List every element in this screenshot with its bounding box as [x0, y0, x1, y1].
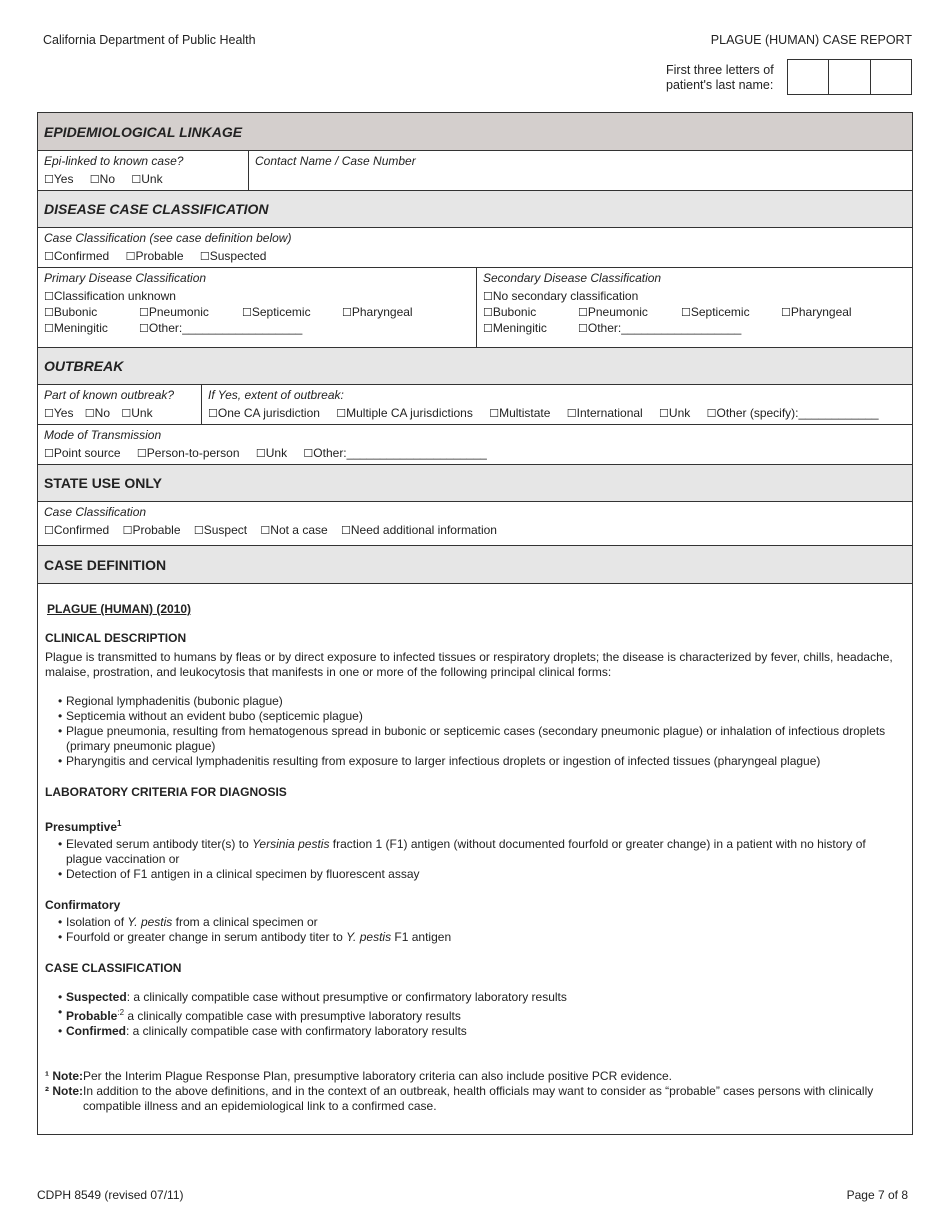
initials-label: First three letters of patient's last name: — [666, 63, 774, 92]
epi-linked-label: Epi-linked to known case? — [44, 154, 184, 168]
outbreak-extent-label: If Yes, extent of outbreak: — [208, 388, 344, 402]
case-definition-section-header: CASE DEFINITION — [38, 546, 912, 584]
secondary-bubonic-checkbox[interactable]: ☐Bubonic — [483, 305, 537, 319]
outbreak-part-label: Part of known outbreak? — [44, 388, 175, 402]
list-item: • Septicemia without an evident bubo (septicemic plague) — [58, 709, 905, 724]
extent-multi-ca-checkbox[interactable]: ☐Multiple CA jurisdictions — [336, 406, 473, 420]
list-item: • Plague pneumonia, resulting from hematogenous spread in bubonic or septicemic cases (secondary pneumonic plague) or inhalation of infectious droplets (primary pneumonic plague) — [58, 724, 905, 754]
primary-bubonic-checkbox[interactable]: ☐Bubonic — [44, 305, 98, 319]
mode-person-checkbox[interactable]: ☐Person-to-person — [136, 446, 240, 460]
primary-pharyngeal-checkbox[interactable]: ☐Pharyngeal — [342, 305, 413, 319]
secondary-meningitic-checkbox[interactable]: ☐Meningitic — [483, 321, 547, 335]
clinical-text: Plague is transmitted to humans by fleas or by direct exposure to infected tissues or respiratory droplets; the disease is characterized by fever, chills, headache, malaise, prostration, and leukocytosis that manifests in one or more of the following principal clinical forms: — [45, 650, 893, 679]
secondary-pneumonic-checkbox[interactable]: ☐Pneumonic — [578, 305, 648, 319]
page-number: Page 7 of 8 — [846, 1188, 908, 1202]
primary-class-label: Primary Disease Classification — [44, 271, 207, 285]
report-title: PLAGUE (HUMAN) CASE REPORT — [710, 33, 912, 47]
epi-yes-checkbox[interactable]: ☐Yes — [44, 172, 74, 186]
list-item: • Detection of F1 antigen in a clinical specimen by fluorescent assay — [58, 867, 905, 882]
suspected-checkbox[interactable]: ☐Suspected — [199, 249, 267, 263]
contact-cell[interactable] — [248, 151, 912, 190]
case-report-form — [37, 112, 913, 1135]
mode-point-source-checkbox[interactable]: ☐Point source — [44, 446, 121, 460]
list-item: • Regional lymphadenitis (bubonic plague) — [58, 694, 905, 709]
list-item: • Fourfold or greater change in serum antibody titer to Y. pestis F1 antigen — [58, 930, 905, 945]
footnote-1: ¹ Note: Per the Interim Plague Response Plan, presumptive laboratory criteria can also include positive PCR evidence. — [45, 1069, 672, 1083]
epi-section-header: EPIDEMIOLOGICAL LINKAGE — [38, 113, 912, 151]
outbreak-row — [38, 385, 912, 425]
initials-boxes — [787, 59, 912, 95]
state-probable-checkbox[interactable]: ☐Probable — [122, 523, 181, 537]
list-item: • Confirmed: a clinically compatible case with confirmatory laboratory results — [58, 1024, 905, 1039]
list-item: • Isolation of Y. pestis from a clinical specimen or — [58, 915, 905, 930]
secondary-class-cell — [476, 268, 912, 347]
agency-name: California Department of Public Health — [43, 33, 256, 47]
presumptive-heading: Presumptive$^1$ — [45, 819, 122, 834]
clinical-heading: CLINICAL DESCRIPTION — [45, 631, 187, 645]
primary-class-cell — [38, 268, 476, 347]
classification-section-header: DISEASE CASE CLASSIFICATION — [38, 191, 912, 228]
list-item: • Pharyngitis and cervical lymphadenitis resulting from exposure to larger infectious droplets or ingestion of infected tissues (pharyngeal plague) — [58, 754, 905, 769]
state-not-a-case-checkbox[interactable]: ☐Not a case — [260, 523, 328, 537]
state-use-section-header: STATE USE ONLY — [38, 465, 912, 502]
outbreak-no-checkbox[interactable]: ☐No — [84, 406, 111, 420]
epi-linked-options — [44, 172, 242, 188]
outbreak-unk-checkbox[interactable]: ☐Unk — [121, 406, 153, 420]
probable-checkbox[interactable]: ☐Probable — [125, 249, 184, 263]
definition-title: PLAGUE (HUMAN) (2010) — [47, 602, 192, 616]
epi-row — [38, 151, 912, 191]
secondary-pharyngeal-checkbox[interactable]: ☐Pharyngeal — [781, 305, 852, 319]
primary-septicemic-checkbox[interactable]: ☐Septicemic — [242, 305, 311, 319]
primary-pneumonic-checkbox[interactable]: ☐Pneumonic — [139, 305, 209, 319]
confirmed-checkbox[interactable]: ☐Confirmed — [44, 249, 110, 263]
epi-unk-checkbox[interactable]: ☐Unk — [131, 172, 163, 186]
state-use-row — [38, 502, 912, 546]
epi-no-checkbox[interactable]: ☐No — [89, 172, 116, 186]
state-suspect-checkbox[interactable]: ☐Suspect — [193, 523, 248, 537]
classification-bullets — [45, 990, 905, 1039]
form-id: CDPH 8549 (revised 07/11) — [37, 1188, 184, 1202]
state-class-label: Case Classification — [44, 505, 147, 519]
case-class-label: Case Classification (see case definition below) — [44, 231, 292, 245]
case-class-row — [38, 228, 912, 268]
primary-unknown-checkbox[interactable]: ☐Classification unknown — [44, 289, 176, 303]
footnotes — [45, 1069, 905, 1114]
mode-unk-checkbox[interactable]: ☐Unk — [255, 446, 288, 460]
outbreak-yes-checkbox[interactable]: ☐Yes — [44, 406, 74, 420]
mode-label: Mode of Transmission — [44, 428, 162, 442]
state-confirmed-checkbox[interactable]: ☐Confirmed — [44, 523, 110, 537]
list-item: • Elevated serum antibody titer(s) to Yersinia pestis fraction 1 (F1) antigen (without documented fourfold or greater change) in a patient with no history of plague vaccination or — [58, 837, 905, 867]
secondary-other-checkbox[interactable]: ☐Other:__________________ — [578, 321, 742, 335]
list-item: • Probable$^{:2}$ a clinically compatible case with presumptive laboratory results — [58, 1005, 905, 1024]
initial-box-3[interactable] — [871, 60, 911, 94]
primary-meningitic-checkbox[interactable]: ☐Meningitic — [44, 321, 108, 335]
secondary-septicemic-checkbox[interactable]: ☐Septicemic — [681, 305, 750, 319]
mode-other-checkbox[interactable]: ☐Other:_____________________ — [303, 446, 487, 460]
secondary-class-label: Secondary Disease Classification — [483, 271, 662, 285]
mode-row — [38, 425, 912, 465]
state-need-info-checkbox[interactable]: ☐Need additional information — [341, 523, 497, 537]
classification-heading: CASE CLASSIFICATION — [45, 961, 182, 975]
contact-label: Contact Name / Case Number — [255, 154, 416, 168]
confirmatory-bullets — [45, 915, 905, 945]
disease-class-row — [38, 268, 912, 348]
case-definition-body — [38, 584, 912, 1134]
extent-international-checkbox[interactable]: ☐International — [566, 406, 643, 420]
initial-box-2[interactable] — [829, 60, 870, 94]
clinical-bullets — [45, 694, 905, 769]
initial-box-1[interactable] — [788, 60, 829, 94]
outbreak-part-cell — [38, 385, 201, 424]
lab-heading: LABORATORY CRITERIA FOR DIAGNOSIS — [45, 785, 287, 799]
outbreak-extent-cell — [201, 385, 912, 424]
outbreak-section-header: OUTBREAK — [38, 348, 912, 385]
footnote-2: ² Note: In addition to the above definitions, and in the context of an outbreak, health officials may want to consider as “probable” cases persons with clinically compatible illness and an epidemiological link to a confirmed case. — [45, 1084, 874, 1113]
list-item: • Suspected: a clinically compatible case without presumptive or confirmatory laboratory results — [58, 990, 905, 1005]
presumptive-bullets — [45, 837, 905, 882]
primary-other-checkbox[interactable]: ☐Other:__________________ — [139, 321, 303, 335]
extent-multistate-checkbox[interactable]: ☐Multistate — [489, 406, 551, 420]
extent-unk-checkbox[interactable]: ☐Unk — [659, 406, 691, 420]
secondary-none-checkbox[interactable]: ☐No secondary classification — [483, 289, 639, 303]
confirmatory-heading: Confirmatory — [45, 898, 121, 912]
epi-linked-cell — [38, 151, 248, 190]
extent-one-ca-checkbox[interactable]: ☐One CA jurisdiction — [208, 406, 320, 420]
extent-other-checkbox[interactable]: ☐Other (specify):____________ — [706, 406, 879, 420]
